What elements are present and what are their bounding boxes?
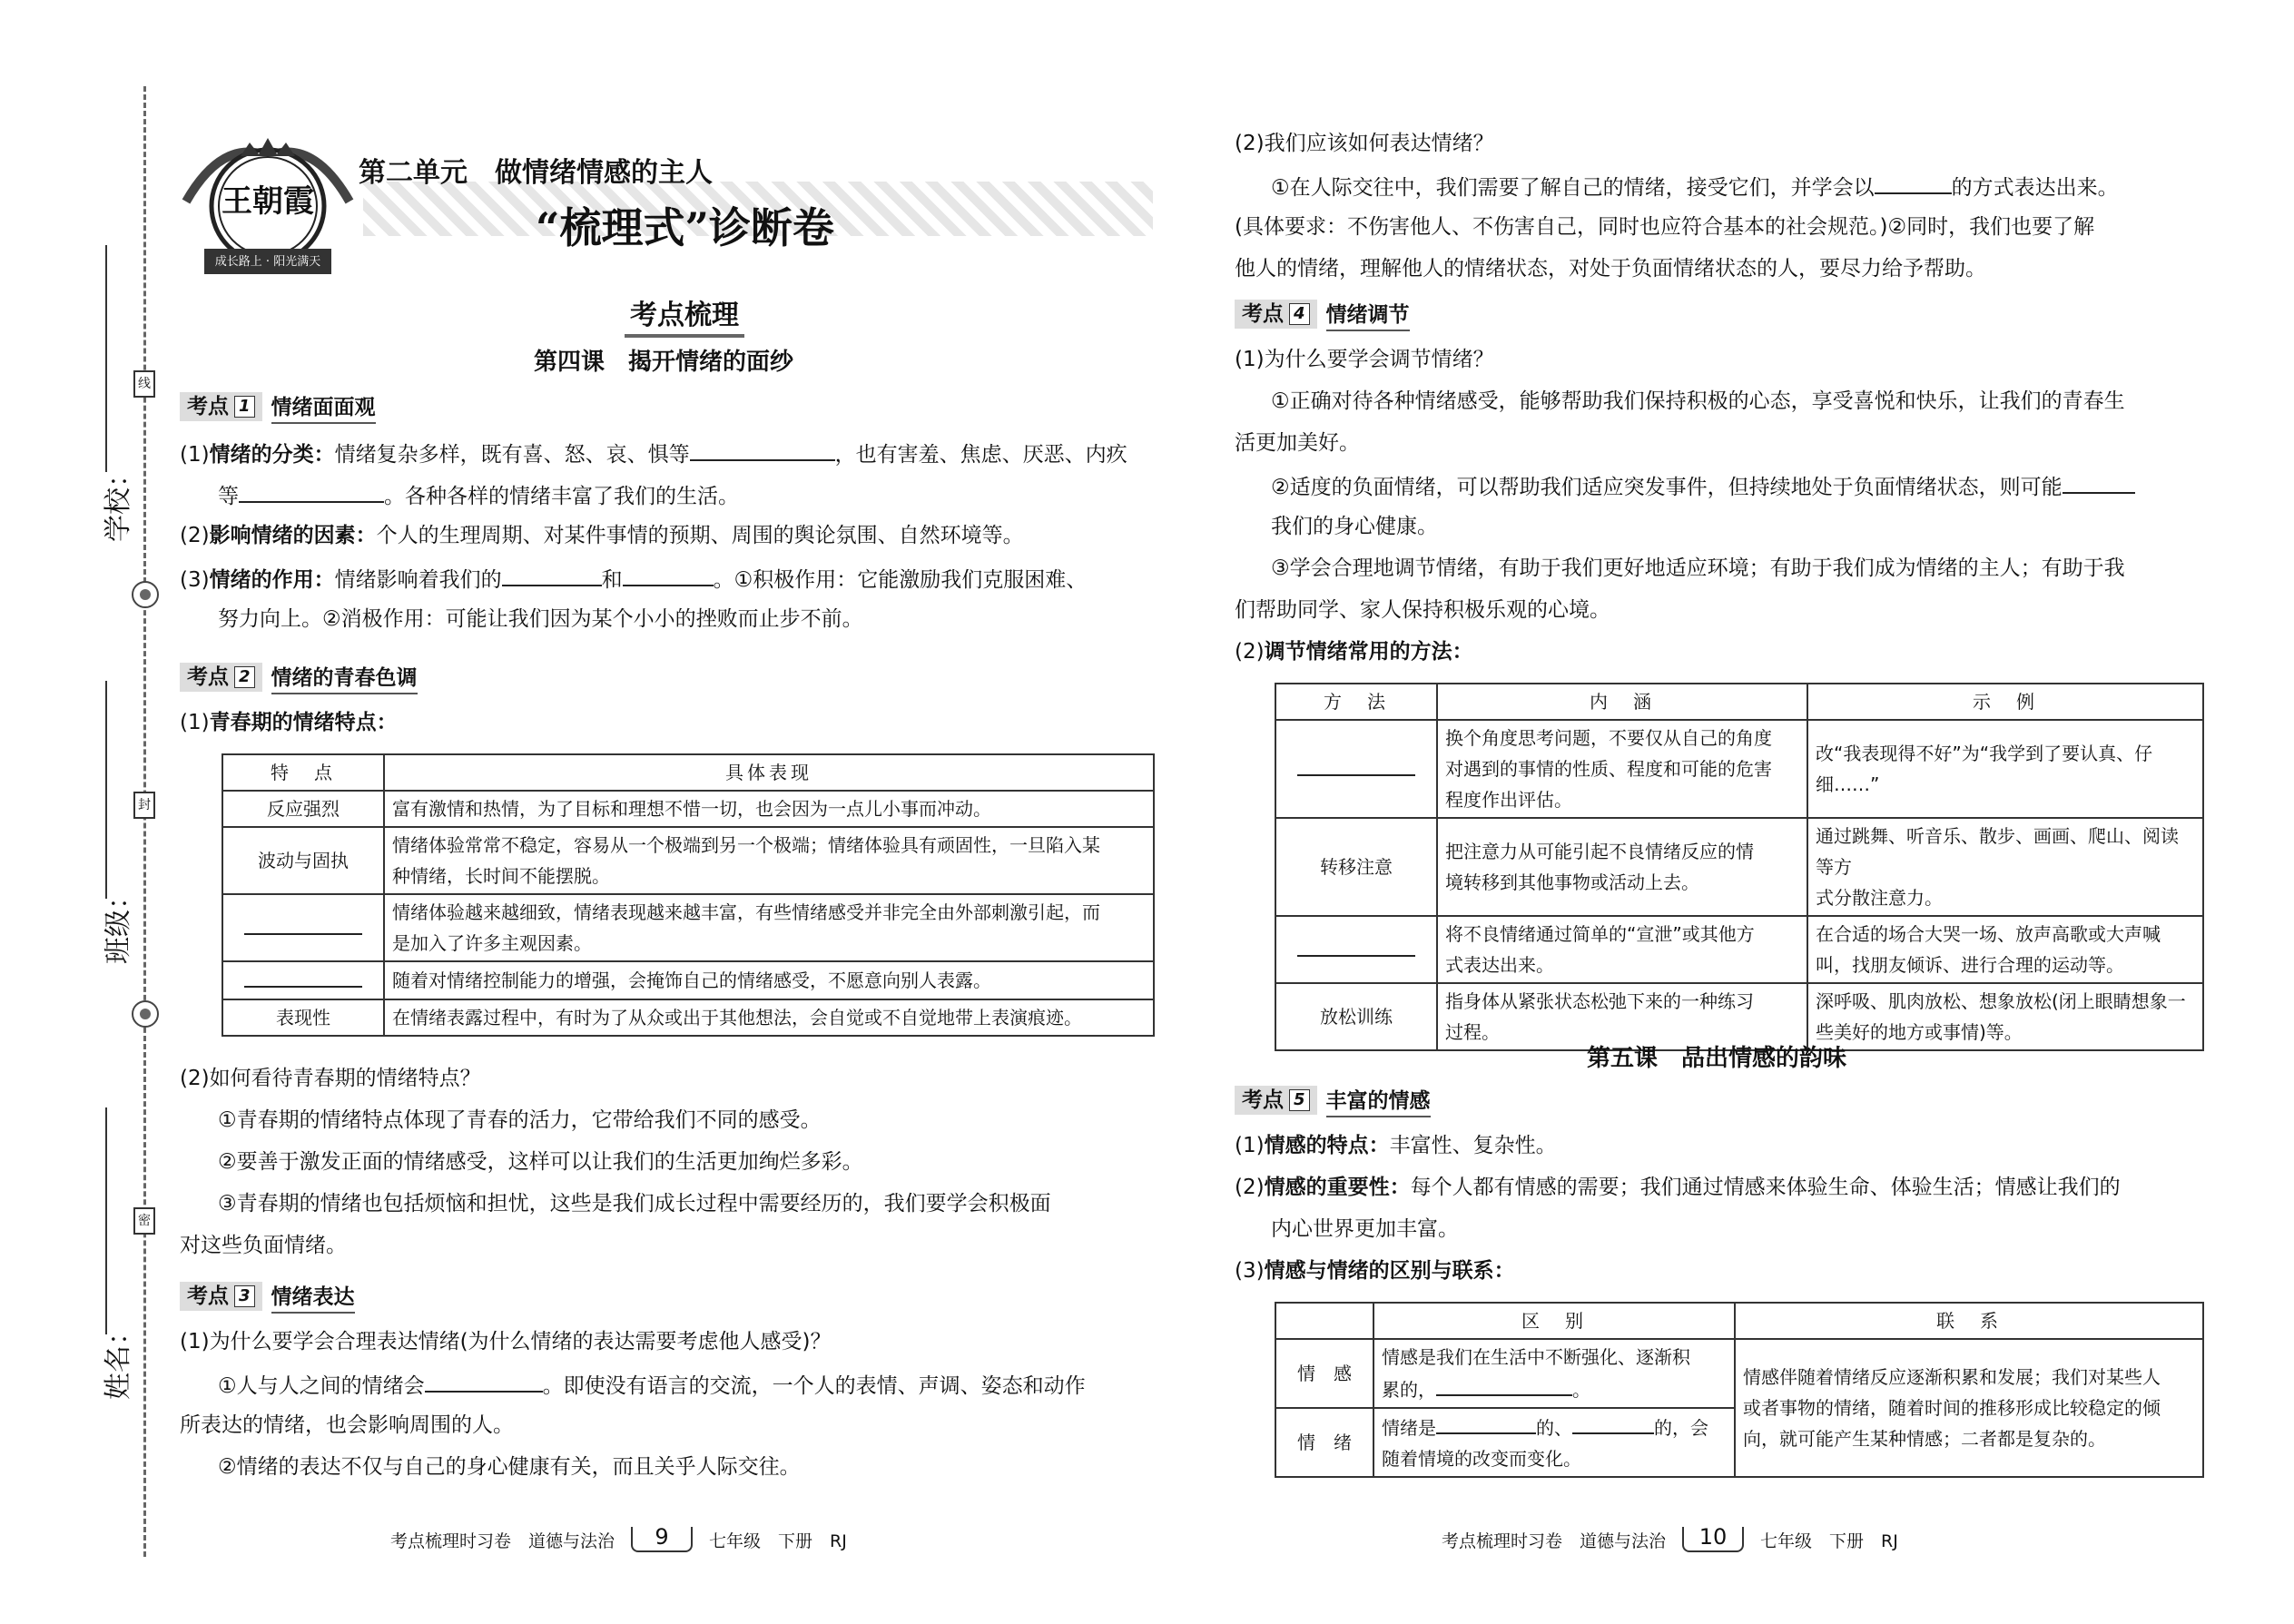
table-cell: 情感伴随着情绪反应逐渐积累和发展；我们对某些人 或者事物的情绪，随着时间的推移形成比较稳定的倾 向，就可能产生某种情感；二者都是复杂的。 bbox=[1735, 1339, 2203, 1477]
table-cell: 反应强烈 bbox=[222, 791, 384, 827]
kp-tag-text: 考点 bbox=[1242, 1088, 1284, 1112]
table-cell: 在情绪表露过程中，有时为了从众或出于其他想法，会自觉或不自觉地带上表演痕迹。 bbox=[384, 999, 1154, 1036]
table-row bbox=[222, 791, 1154, 827]
table-cell: 转移注意 bbox=[1275, 818, 1437, 916]
footer-text: 考点梳理时习卷 道德与法治 bbox=[1442, 1530, 1667, 1551]
table-header: 方 法 bbox=[1275, 684, 1437, 720]
kp-title: 情绪面面观 bbox=[271, 390, 376, 424]
table-cell-blank[interactable] bbox=[1275, 916, 1437, 983]
seal-mark-line: 线 bbox=[133, 370, 155, 398]
kp5-line-1: (1)情感的特点：丰富性、复杂性。 bbox=[1235, 1134, 1557, 1157]
table-row bbox=[1275, 1303, 2203, 1339]
blank-field[interactable] bbox=[502, 559, 602, 586]
punch-hole-icon bbox=[132, 1000, 159, 1028]
kp1-line-3: (2)影响情绪的因素：个人的生理周期、对某件事情的预期、周围的舆论氛围、自然环境等。 bbox=[180, 524, 1024, 547]
r-line-1: (2)我们应该如何表达情绪？ bbox=[1235, 132, 1494, 155]
table-cell-blank[interactable] bbox=[1275, 720, 1437, 818]
kp4-line-7: 们帮助同学、家人保持积极乐观的心境。 bbox=[1235, 598, 1610, 622]
r-line-2: ①在人际交往中，我们需要了解自己的情绪，接受它们，并学会以 的方式表达出来。 bbox=[1271, 167, 2119, 206]
section-title: 考点梳理 bbox=[625, 292, 744, 338]
kp-number: 1 bbox=[234, 396, 255, 418]
kp-tag-text: 考点 bbox=[187, 395, 229, 418]
kp1-line-4: (3)情绪的作用：情绪影响着我们的 和 。①积极作用：它能激励我们克服困难、 bbox=[180, 559, 1087, 598]
kp5-line-4: (3)情感与情绪的区别与联系： bbox=[1235, 1259, 1515, 1283]
kp4-line-5: 我们的身心健康。 bbox=[1271, 515, 1438, 538]
table-cell: 情 绪 bbox=[1275, 1408, 1373, 1477]
footer-right bbox=[1442, 1524, 1898, 1552]
table-cell: 情感是我们在生活中不断强化、逐渐积 累的， 。 bbox=[1373, 1339, 1735, 1408]
kp-tag-text: 考点 bbox=[187, 665, 229, 689]
kp-title: 丰富的情感 bbox=[1326, 1084, 1431, 1117]
footer-text: 考点梳理时习卷 道德与法治 bbox=[390, 1530, 615, 1551]
punch-hole-icon bbox=[132, 581, 159, 608]
r-line-3: (具体要求：不伤害他人、不伤害自己，同时也应符合基本的社会规范。)②同时，我们也要了解 bbox=[1235, 215, 2095, 239]
kp3-line-1: (1)为什么要学会合理表达情绪(为什么情绪的表达需要考虑他人感受)？ bbox=[180, 1330, 832, 1353]
table-row bbox=[222, 754, 1154, 791]
blank-field[interactable] bbox=[1436, 1411, 1536, 1434]
kp5-line-3: 内心世界更加丰富。 bbox=[1271, 1217, 1459, 1241]
kp-number: 5 bbox=[1289, 1089, 1310, 1111]
kp2-line-3: ①青春期的情绪特点体现了青春的活力，它带给我们不同的感受。 bbox=[218, 1108, 822, 1132]
table-cell: 放松训练 bbox=[1275, 983, 1437, 1050]
table-row bbox=[222, 999, 1154, 1036]
table-cell: 将不良情绪通过简单的“宣泄”或其他方 式表达出来。 bbox=[1437, 916, 1807, 983]
emotion-regulation-table bbox=[1275, 683, 2204, 1051]
table-row bbox=[1275, 684, 2203, 720]
kp-number: 2 bbox=[234, 666, 255, 688]
kp-title: 情绪的青春色调 bbox=[271, 661, 418, 694]
kp-number: 4 bbox=[1289, 303, 1310, 325]
table-row bbox=[1275, 818, 2203, 916]
kp2-line-4: ②要善于激发正面的情绪感受，这样可以让我们的生活更加绚烂多彩。 bbox=[218, 1150, 863, 1174]
kp2-line-5: ③青春期的情绪也包括烦恼和担忧，这些是我们成长过程中需要经历的，我们要学会积极面 bbox=[218, 1192, 1051, 1216]
kp4-heading bbox=[1235, 300, 1410, 329]
kp3-line-3: 所表达的情绪，也会影响周围的人。 bbox=[180, 1413, 514, 1437]
page-number: 9 bbox=[631, 1527, 693, 1552]
blank-field[interactable] bbox=[690, 434, 835, 461]
kp3-line-2: ①人与人之间的情绪会 。即使没有语言的交流，一个人的表情、声调、姿态和动作 bbox=[218, 1365, 1086, 1404]
table-row bbox=[1275, 1339, 2203, 1408]
kp3-line-4: ②情绪的表达不仅与自己的身心健康有关，而且关乎人际交往。 bbox=[218, 1455, 801, 1479]
table-cell: 情绪体验越来越细致，情绪表现越来越丰富，有些情绪感受并非完全由外部刺激引起，而 是加入了许多主观因素。 bbox=[384, 894, 1154, 961]
kp-tag-text: 考点 bbox=[1242, 302, 1284, 326]
lesson-title-5: 第五课 品出情感的韵味 bbox=[1587, 1045, 1847, 1072]
kp4-line-6: ③学会合理地调节情绪，有助于我们更好地适应环境；有助于我们成为情绪的主人；有助于我 bbox=[1271, 556, 2125, 580]
table-row bbox=[1275, 720, 2203, 818]
kp4-line-1: (1)为什么要学会调节情绪？ bbox=[1235, 348, 1494, 371]
kp4-line-2: ①正确对待各种情绪感受，能够帮助我们保持积极的心态，享受喜悦和快乐，让我们的青春生 bbox=[1271, 389, 2125, 413]
table-cell: 把注意力从可能引起不良情绪反应的情 境转移到其他事物或活动上去。 bbox=[1437, 818, 1807, 916]
kp-number: 3 bbox=[234, 1285, 255, 1307]
table-cell: 通过跳舞、听音乐、散步、画画、爬山、阅读等方 式分散注意力。 bbox=[1807, 818, 2203, 916]
footer-text: 七年级 下册 RJ bbox=[1760, 1530, 1898, 1551]
blank-field[interactable] bbox=[425, 1365, 543, 1393]
table-cell: 换个角度思考问题，不要仅从自己的角度 对遇到的事情的性质、程度和可能的危害 程度作出评估。 bbox=[1437, 720, 1807, 818]
footer-text: 七年级 下册 RJ bbox=[709, 1530, 847, 1551]
kp1-line-2: 等 。各种各样的情绪丰富了我们的生活。 bbox=[218, 476, 739, 515]
table-cell: 情绪是 的、 的，会 随着情境的改变而变化。 bbox=[1373, 1408, 1735, 1477]
blank-field[interactable] bbox=[2063, 467, 2135, 494]
table-cell: 指身体从紧张状态松弛下来的一种练习 过程。 bbox=[1437, 983, 1807, 1050]
name-fill-line bbox=[105, 1107, 107, 1334]
page-number: 10 bbox=[1682, 1527, 1744, 1552]
kp1-line-1: (1)情绪的分类：情绪复杂多样，既有喜、怒、哀、惧等 ，也有害羞、焦虑、厌恶、内疚 bbox=[180, 434, 1127, 473]
blank-field[interactable] bbox=[623, 559, 714, 586]
kp-title: 情绪调节 bbox=[1326, 298, 1410, 331]
emotion-feeling-table bbox=[1275, 1302, 2204, 1478]
table-header: 示 例 bbox=[1807, 684, 2203, 720]
blank-field[interactable] bbox=[239, 476, 384, 503]
class-fill-line bbox=[105, 681, 107, 899]
table-cell: 随着对情绪控制能力的增强，会掩饰自己的情绪感受，不愿意向别人表露。 bbox=[384, 961, 1154, 999]
kp2-line-2: (2)如何看待青春期的情绪特点？ bbox=[180, 1067, 481, 1090]
kp5-heading bbox=[1235, 1086, 1431, 1115]
table-cell: 表现性 bbox=[222, 999, 384, 1036]
seal-mark-secret: 密 bbox=[133, 1207, 155, 1235]
table-cell: 在合适的场合大哭一场、放声高歌或大声喊 叫，找朋友倾诉、进行合理的运动等。 bbox=[1807, 916, 2203, 983]
blank-field[interactable] bbox=[1572, 1411, 1654, 1434]
kp4-line-4: ②适度的负面情绪，可以帮助我们适应突发事件，但持续地处于负面情绪状态，则可能 bbox=[1271, 467, 2135, 506]
kp3-heading bbox=[180, 1282, 355, 1311]
brand-logo bbox=[168, 129, 368, 283]
table-row bbox=[222, 961, 1154, 999]
table-header: 内 涵 bbox=[1437, 684, 1807, 720]
kp2-line-6: 对这些负面情绪。 bbox=[180, 1234, 347, 1257]
kp-title: 情绪表达 bbox=[271, 1280, 355, 1314]
kp2-line-1: (1)青春期的情绪特点： bbox=[180, 711, 398, 734]
kp4-line-3: 活更加美好。 bbox=[1235, 431, 1360, 455]
table-cell: 改“我表现得不好”为“我学到了要认真、仔 细……” bbox=[1807, 720, 2203, 818]
logo-motto: 成长路上 · 阳光满天 bbox=[214, 255, 321, 269]
lesson-title-4: 第四课 揭开情绪的面纱 bbox=[534, 349, 794, 376]
table-cell: 波动与固执 bbox=[222, 827, 384, 894]
table-header: 具体表现 bbox=[384, 754, 1154, 791]
table-row bbox=[222, 827, 1154, 894]
table-cell: 情 感 bbox=[1275, 1339, 1373, 1408]
kp2-heading bbox=[180, 663, 418, 692]
class-label: 班级： bbox=[103, 882, 134, 964]
r-line-4: 他人的情绪，理解他人的情绪状态，对处于负面情绪状态的人，要尽力给予帮助。 bbox=[1235, 257, 1986, 281]
table-header: 区 别 bbox=[1373, 1303, 1735, 1339]
kp4-line-8: (2)调节情绪常用的方法： bbox=[1235, 640, 1473, 664]
table-row bbox=[1275, 916, 2203, 983]
kp5-line-2: (2)情感的重要性：每个人都有情感的需要；我们通过情感来体验生命、体验生活；情感让我们的 bbox=[1235, 1176, 2121, 1199]
kp1-line-5: 努力向上。②消极作用：可能让我们因为某个小小的挫败而止步不前。 bbox=[218, 607, 863, 631]
name-label: 姓名： bbox=[103, 1318, 134, 1400]
seal-mark-seal: 封 bbox=[133, 792, 155, 819]
table-row bbox=[222, 894, 1154, 961]
table-header bbox=[1275, 1303, 1373, 1339]
table-header: 联 系 bbox=[1735, 1303, 2203, 1339]
table-cell: 深呼吸、肌肉放松、想象放松(闭上眼睛想象一 些美好的地方或事情)等。 bbox=[1807, 983, 2203, 1050]
kp1-heading bbox=[180, 392, 376, 421]
youth-emotion-table bbox=[222, 753, 1155, 1037]
unit-title: 第二单元 做情绪情感的主人 bbox=[359, 157, 713, 189]
table-cell: 富有激情和热情，为了目标和理想不惜一切，也会因为一点儿小事而冲动。 bbox=[384, 791, 1154, 827]
table-header: 特 点 bbox=[222, 754, 384, 791]
school-label: 学校： bbox=[103, 460, 134, 542]
blank-field[interactable] bbox=[1436, 1373, 1572, 1396]
school-fill-line bbox=[105, 245, 107, 472]
paper-title: “梳理式”诊断卷 bbox=[536, 203, 834, 252]
table-cell-blank[interactable] bbox=[222, 894, 384, 961]
logo-name: 王朝霞 bbox=[222, 183, 314, 220]
kp-tag-text: 考点 bbox=[187, 1284, 229, 1308]
table-cell: 情绪体验常常不稳定，容易从一个极端到另一个极端；情绪体验具有顽固性，一旦陷入某 种情绪，长时间不能摆脱。 bbox=[384, 827, 1154, 894]
binding-dashed-line bbox=[143, 86, 146, 1557]
table-cell-blank[interactable] bbox=[222, 961, 384, 999]
blank-field[interactable] bbox=[1875, 167, 1952, 194]
footer-left bbox=[390, 1524, 847, 1552]
